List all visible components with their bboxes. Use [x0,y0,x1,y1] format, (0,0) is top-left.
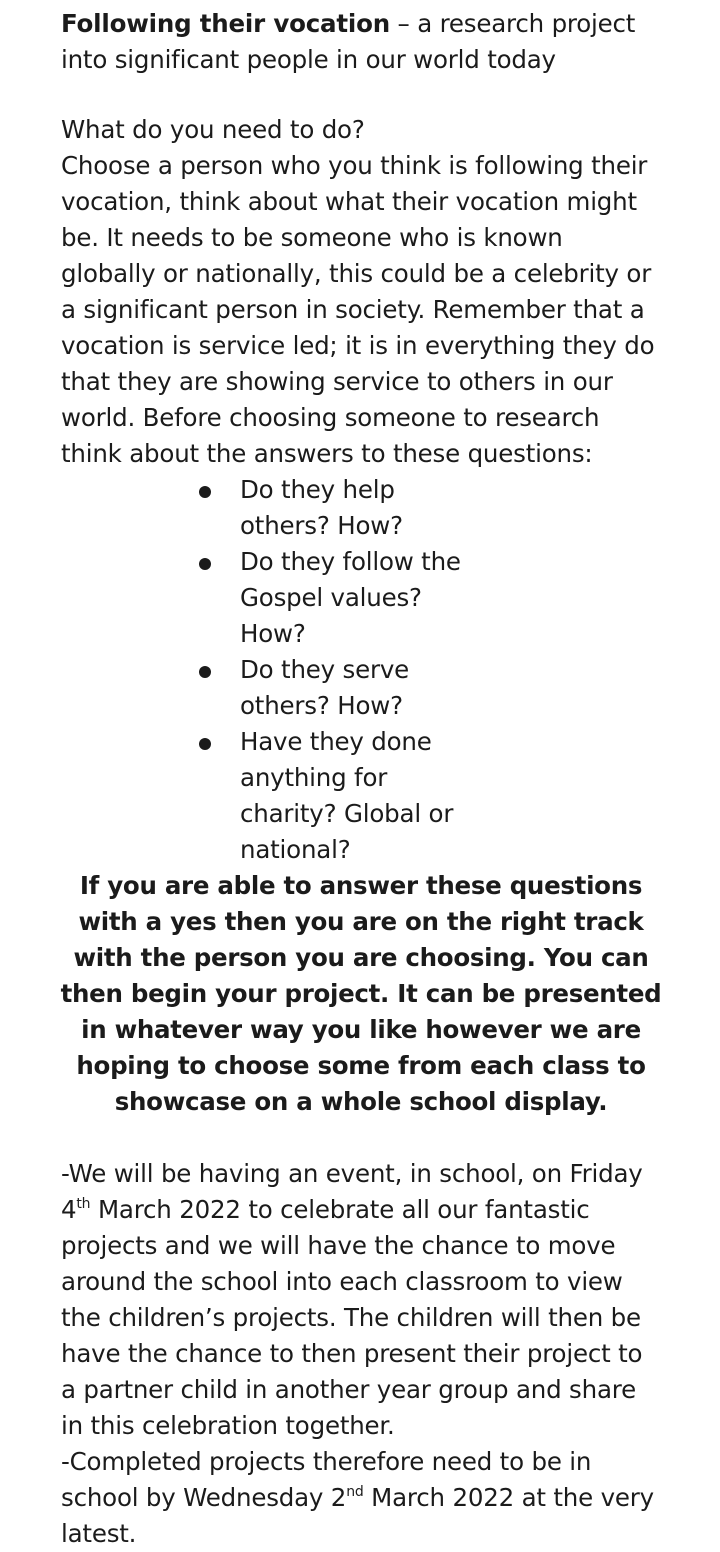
intro-paragraph: Choose a person who you think is following their vocation, think about what their vocation might be. It needs to be someone who is known globally or nationally, this could be a celebrity or a significant person in society. Remember that a vocation is service led; it is in everything they do that they are showing service to others in our world. Before choosing someone to research think about the answers to these questions: [61,151,655,468]
deadline-paragraph [61,1444,661,1552]
event-text-start: -We will be having an event, in school, on Friday 4 [61,1159,643,1224]
bold-guidance-note: If you are able to answer these questions with a yes then you are on the right track with the person you are choosing. You can then begin your project. It can be presented in whatever way you like however we are hoping to choose some from each class to showcase on a whole school display. [60,871,662,1116]
document-body [61,0,661,1552]
project-title [61,0,661,78]
question-list-item: Do they follow the Gospel values? How? [240,544,482,652]
question-list-item: Do they serve others? How? [240,652,482,724]
question-list [61,472,482,868]
event-paragraph [61,1156,661,1444]
question-heading: What do you need to do? [61,115,365,144]
spacer [61,78,661,112]
spacer [61,1120,661,1156]
question-list-item: Have they done anything for charity? Global or national? [240,724,482,868]
title-bold: Following their vocation [61,9,390,38]
ordinal-suffix: th [76,1196,91,1212]
question-list-item: Do they help others? How? [240,472,482,544]
event-text-end: March 2022 to celebrate all our fantastic projects and we will have the chance to move around the school into each classroom to view the children’s projects. The children will then be have the chance to then present their project to a partner child in another year group and share in this celebration together. [61,1195,643,1440]
deadline-text-end: March 2022 at the very latest. [61,1483,654,1548]
deadline-text-start: -Completed projects therefore need to be in school by Wednesday 2 [61,1447,592,1512]
title-rest: – a research project into significant people in our world today [61,9,636,74]
ordinal-suffix: nd [346,1484,364,1500]
